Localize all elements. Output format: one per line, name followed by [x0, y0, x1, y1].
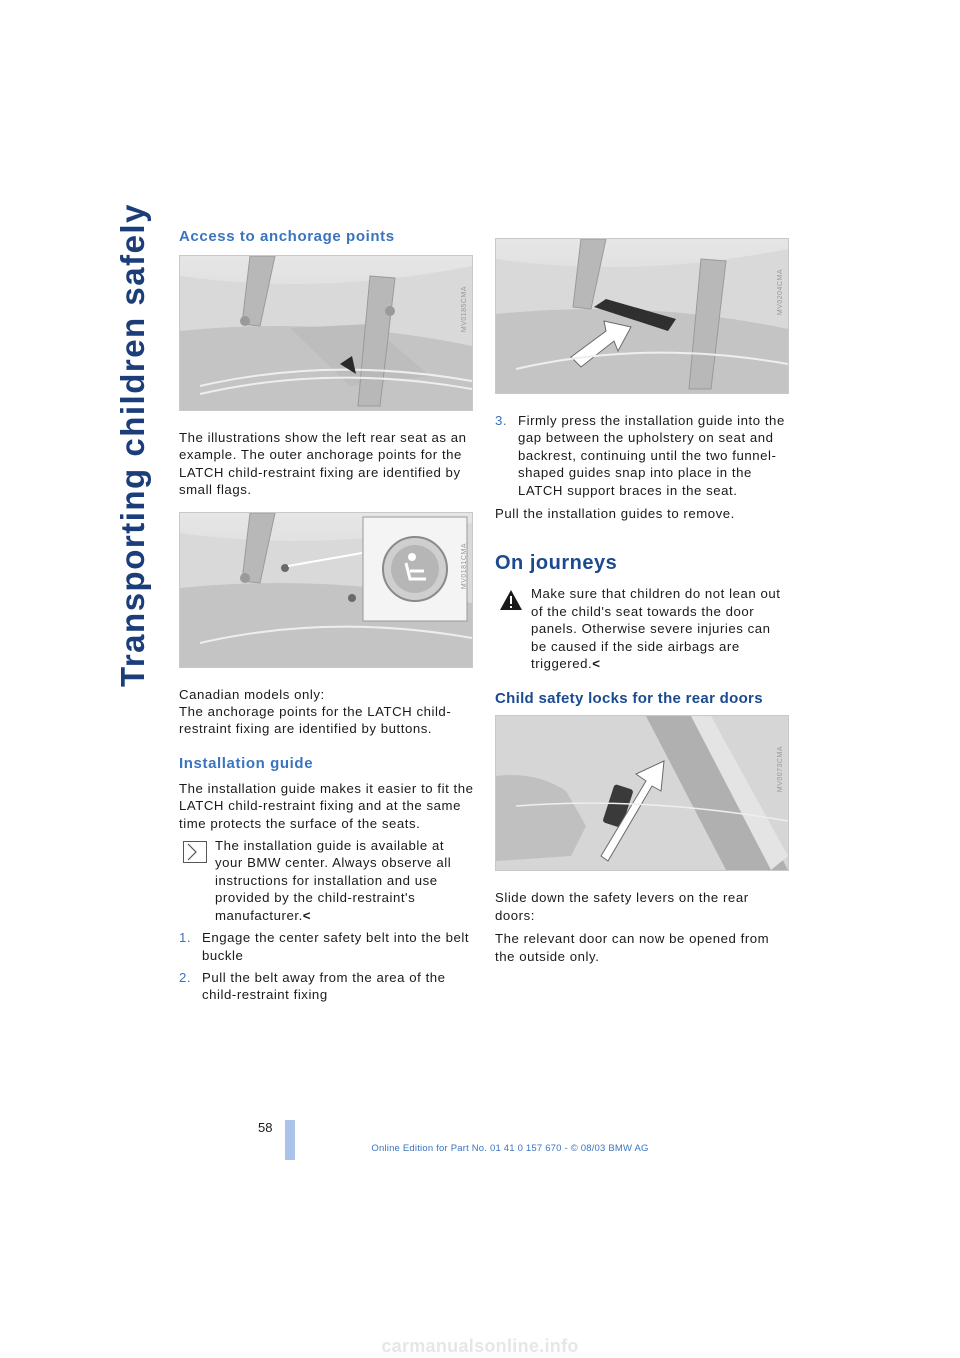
warning-text: Make sure that children do not lean out of the child's seat towards the door panels. Otherwise severe injuries can be caused if the side airbags are triggered.< [531, 586, 781, 672]
paragraph-canadian-text: The anchorage points for the LATCH child-restraint fixing are identified by buttons. [179, 704, 452, 737]
warning-icon [499, 589, 523, 611]
list-item: 2. Pull the belt away from the area of the child-restraint fixing [179, 969, 446, 1003]
footer-edition: Online Edition for Part No. 01 41 0 157 670 - © 08/03 BMW AG [371, 1143, 649, 1154]
paragraph-relevant: The relevant door can now be opened from the outside only. [495, 931, 770, 964]
list-item: 3. Firmly press the installation guide into the gap between the upholstery on seat and backrest, continuing until the two funnel-shaped guides snap into place in the LATCH support braces in the seat. [495, 413, 785, 498]
steps-list-1 [179, 929, 474, 1004]
note-text: The installation guide is available at your BMW center. Always observe all instructions for installation and use provided by the child-restraint's manufacturer.< [215, 838, 452, 923]
paragraph-pull: Pull the installation guides to remove. [495, 506, 735, 522]
paragraph-slide: Slide down the safety levers on the rear doors: [495, 890, 749, 923]
figure-code: MV0204CMA [777, 269, 784, 316]
heading-access-anchorage: Access to anchorage points [179, 228, 395, 245]
child-seat-icon [408, 553, 416, 561]
figure-code: MV0181CMA [461, 542, 468, 589]
figure-installation-guide [495, 238, 789, 394]
paragraph-illustrations: The illustrations show the left rear seat as an example. The outer anchorage points for the LATCH child-restraint fixing are identified by small flags. [179, 430, 467, 498]
page-bar [285, 1120, 295, 1160]
door-illustration [496, 716, 788, 870]
note-block [179, 837, 474, 924]
watermark: carmanualsonline.info [381, 1336, 579, 1356]
paragraph-canadian-label: Canadian models only: [179, 686, 325, 702]
paragraph-installation: The installation guide makes it easier to fit the LATCH child-restraint fixing and at the same time protects the surface of the seats. [179, 780, 474, 831]
page-number: 58 [258, 1120, 273, 1135]
warning-block [495, 585, 790, 672]
seat-illustration-1 [180, 256, 472, 410]
heading-installation-guide: Installation guide [179, 754, 314, 772]
left-column [179, 228, 474, 1004]
right-column [495, 238, 790, 965]
seat-illustration-3 [496, 239, 788, 393]
list-item: 1. Engage the center safety belt into the belt buckle [179, 930, 470, 963]
figure-code: MV0073CMA [777, 746, 784, 793]
figure-code: MV0185CMA [461, 286, 468, 333]
steps-list-2 [495, 412, 790, 499]
note-icon [183, 841, 207, 863]
chapter-title: Transporting children safely [114, 203, 151, 687]
seat-illustration-2 [180, 513, 472, 667]
figure-rear-seat-buttons [179, 512, 473, 668]
figure-rear-seat-flags [179, 255, 473, 411]
heading-on-journeys: On journeys [495, 552, 618, 575]
heading-child-safety-locks: Child safety locks for the rear doors [495, 690, 763, 708]
figure-door-lock [495, 715, 789, 871]
